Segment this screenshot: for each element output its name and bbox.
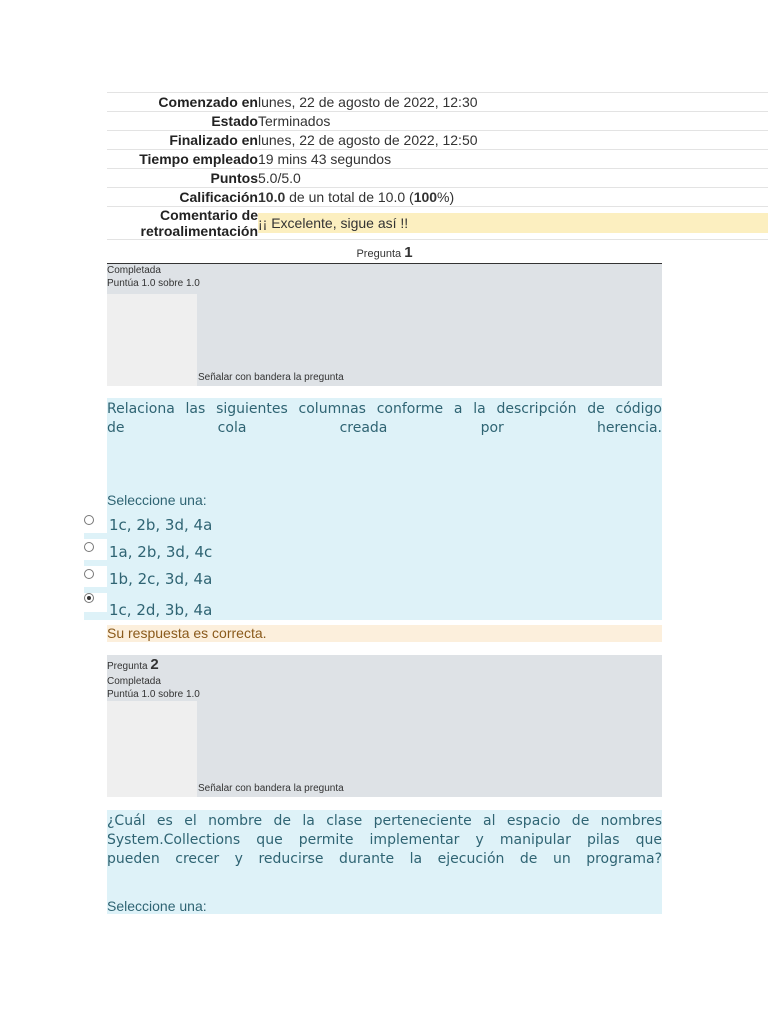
question-label: Pregunta [107,661,148,672]
question-1-info [107,264,662,386]
summary-value: lunes, 22 de agosto de 2022, 12:30 [258,94,478,110]
question-text-line3: pueden crecer y reducirse durante la ejecución de un programa? [107,851,662,867]
question-2-content [107,810,662,914]
summary-row-started [107,92,768,111]
question-text-line1: Relaciona las siguientes columnas conforme a la descripción de código [107,401,662,417]
summary-key: Tiempo empleado [139,151,258,167]
question-number: 2 [150,656,159,673]
select-one-prompt: Seleccione una: [107,492,207,508]
answer-option[interactable] [84,514,662,534]
question-number: 1 [404,244,413,261]
question-1-number [107,244,662,261]
option-label[interactable]: 1c, 2d, 3b, 4a [109,601,213,619]
question-info-text [107,264,200,290]
radio-button[interactable] [84,542,94,552]
summary-row-time [107,149,768,168]
feedback-value: ¡¡ Excelente, sigue así !! [258,213,768,233]
info-side-panel [107,294,197,386]
summary-row-state [107,111,768,130]
question-score: Puntúa 1.0 sobre 1.0 [107,278,200,289]
question-text [107,400,662,438]
select-one-prompt: Seleccione una: [107,898,207,914]
radio-button[interactable] [84,515,94,525]
summary-value: lunes, 22 de agosto de 2022, 12:50 [258,132,478,148]
summary-key: Puntos [210,170,258,186]
feedback-key-line2: retroalimentación [140,223,258,239]
summary-value: Terminados [258,113,331,129]
flag-question-link[interactable]: Señalar con bandera la pregunta [198,783,344,794]
summary-key: Estado [211,113,258,129]
summary-row-feedback [107,206,768,240]
feedback-key-line1: Comentario de [159,207,258,223]
grade-score: 10.0 [258,189,286,205]
summary-value: 5.0/5.0 [258,170,301,186]
question-text-line2: de cola creada por herencia. [107,420,662,436]
answer-option[interactable] [84,568,662,588]
question-label: Pregunta [356,248,402,260]
attempt-summary [107,92,768,240]
radio-button-checked[interactable] [84,593,94,603]
summary-key: Comenzado en [158,94,258,110]
grade-value [258,188,454,206]
summary-key [107,207,258,239]
answer-feedback: Su respuesta es correcta. [107,625,662,642]
radio-button[interactable] [84,569,94,579]
question-2-info [107,655,662,797]
answer-option[interactable] [84,541,662,561]
option-strip [84,612,107,620]
grade-end: %) [437,189,455,205]
summary-row-points [107,168,768,187]
option-label[interactable]: 1a, 2b, 3d, 4c [109,543,213,561]
question-text-line2: System.Collections que permite implementar y manipular pilas que [107,832,662,848]
question-2-number [107,657,200,675]
option-label[interactable]: 1b, 2c, 3d, 4a [109,570,213,588]
grade-percent: 100 [413,189,438,205]
summary-row-finished [107,130,768,149]
question-text [107,812,662,869]
summary-row-grade [107,187,768,206]
summary-key: Finalizado en [169,132,258,148]
info-side-panel [107,701,197,797]
question-info-text [107,657,200,701]
summary-key: Calificación [179,189,258,205]
question-status: Completada [107,676,161,687]
answer-option-selected[interactable] [84,593,662,619]
question-score: Puntúa 1.0 sobre 1.0 [107,689,200,700]
grade-mid: de un total de 10.0 ( [285,189,414,205]
question-text-line1: ¿Cuál es el nombre de la clase perteneciente al espacio de nombres [107,813,662,829]
question-status: Completada [107,265,161,276]
summary-value: 19 mins 43 segundos [258,151,392,167]
flag-question-link[interactable]: Señalar con bandera la pregunta [198,372,344,383]
option-label[interactable]: 1c, 2b, 3d, 4a [109,516,213,534]
